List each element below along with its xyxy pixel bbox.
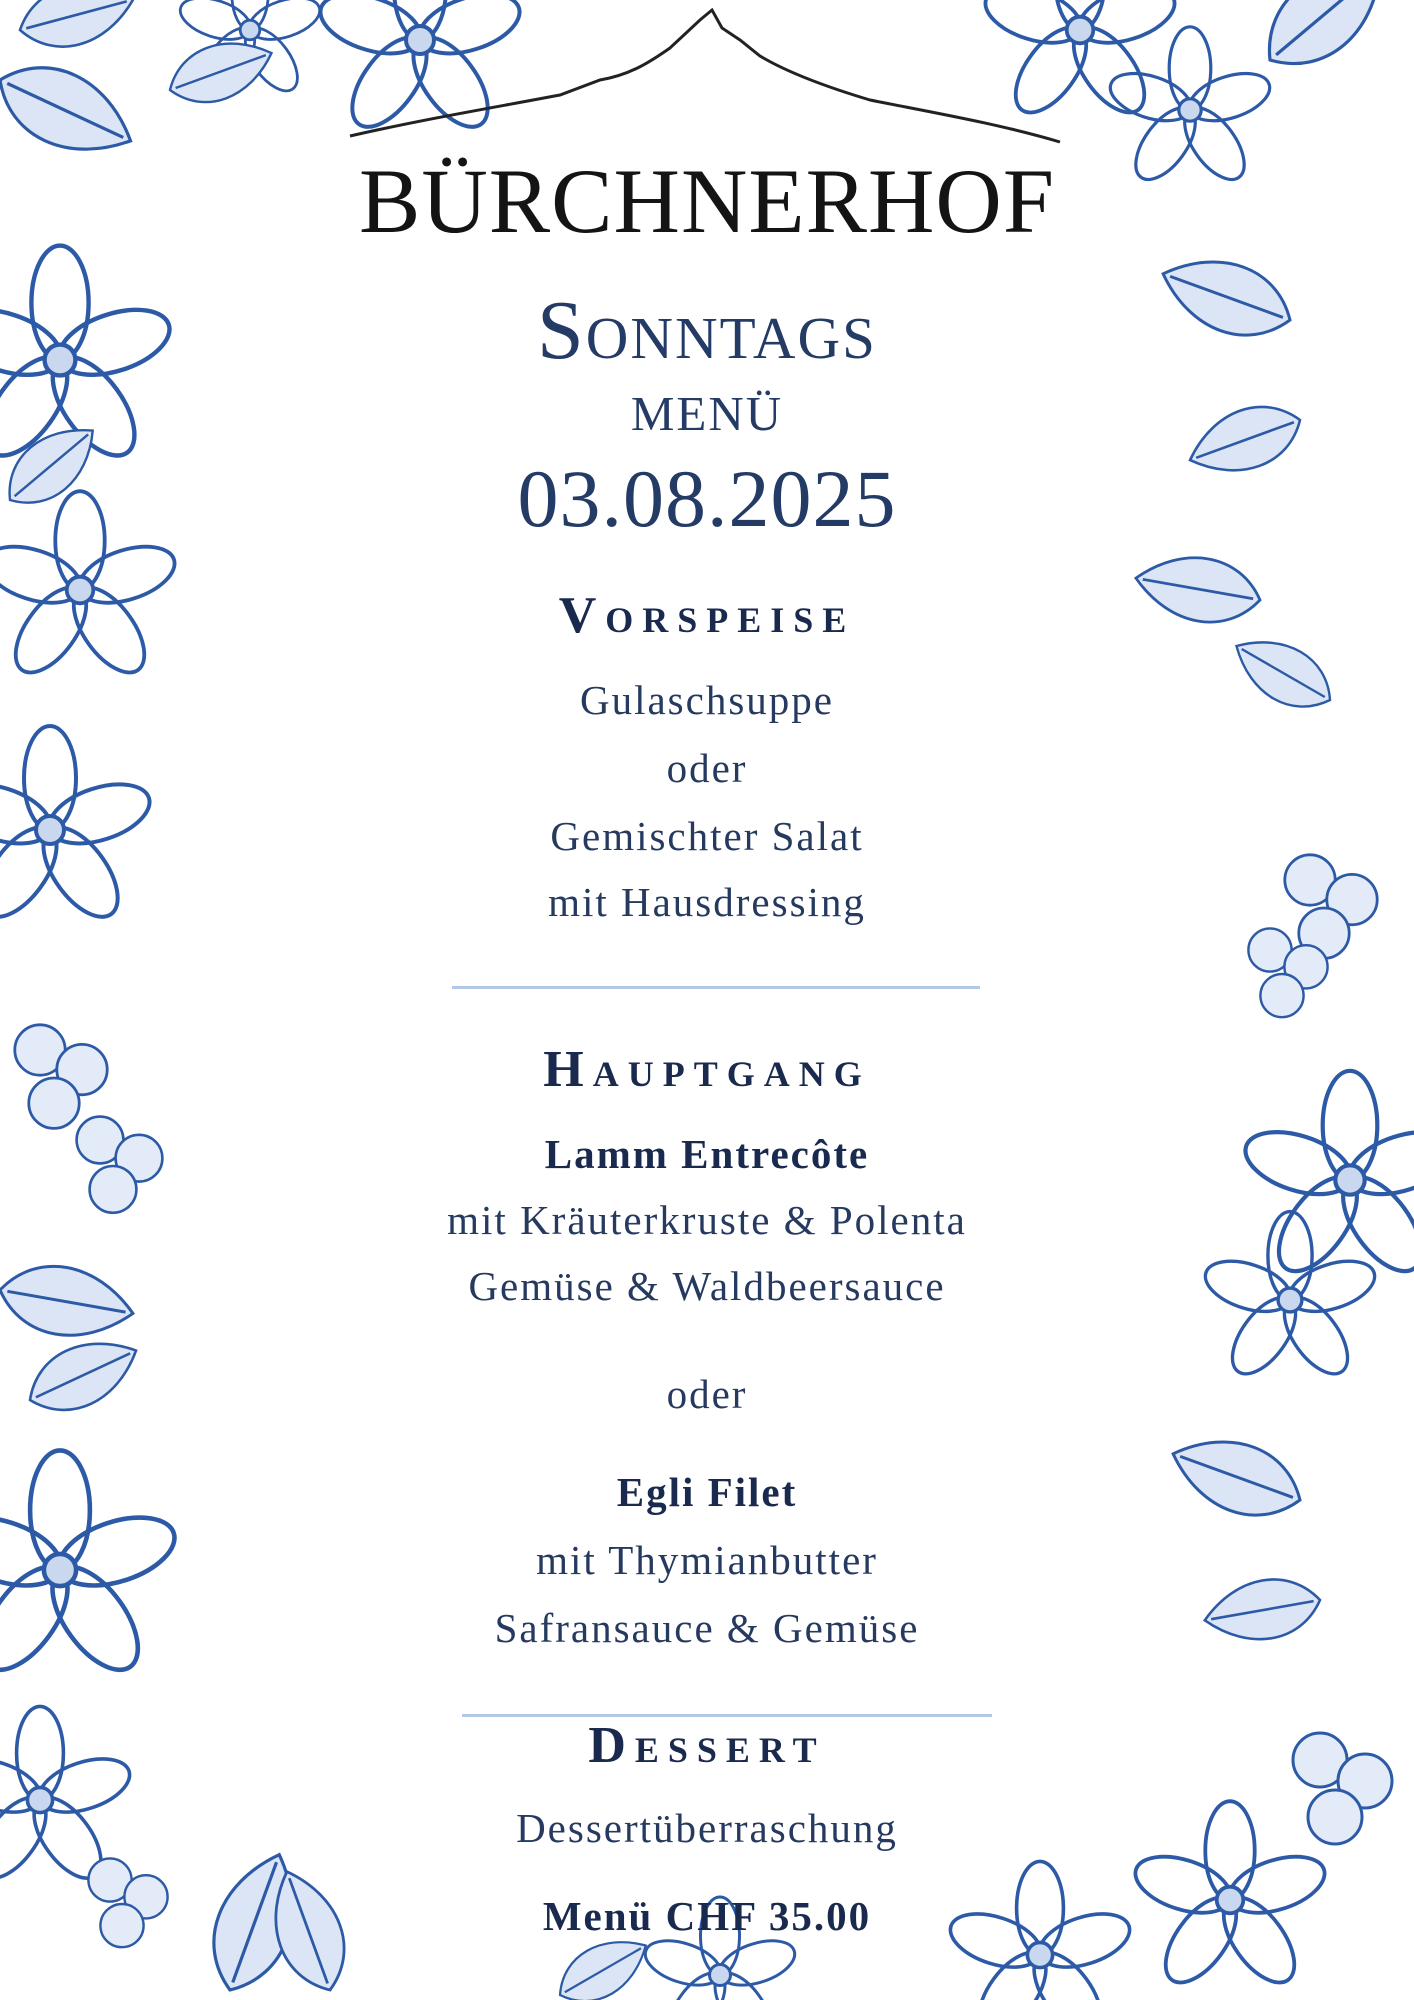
dish2-name: Egli Filet — [616, 1469, 798, 1515]
vorspeise-line-1: Gulaschsuppe — [579, 677, 834, 723]
dish1-name: Lamm Entrecôte — [544, 1131, 870, 1177]
vorspeise-line-3: Gemischter Salat — [550, 813, 864, 859]
section-heading-vorspeise: Vorspeise — [558, 587, 856, 644]
vorspeise-line-2: oder — [666, 745, 748, 791]
dish2-line2: Safransauce & Gemüse — [494, 1605, 920, 1651]
menu-date: 03.08.2025 — [517, 453, 897, 544]
menu-title-line1: Sonntags — [537, 284, 877, 377]
section-heading-dessert: Dessert — [588, 1717, 826, 1774]
divider — [452, 986, 980, 989]
dish1-line2: Gemüse & Waldbeersauce — [468, 1263, 946, 1309]
dessert-item: Dessertüberraschung — [516, 1805, 898, 1851]
brand-logo-text: BÜRCHNERHOF — [358, 150, 1055, 252]
vorspeise-line-4: mit Hausdressing — [548, 879, 866, 925]
menu-title-line2: menü — [630, 369, 784, 446]
section-heading-hauptgang: Hauptgang — [543, 1041, 871, 1098]
hauptgang-separator: oder — [666, 1371, 748, 1417]
menu-price: Menü CHF 35.00 — [542, 1893, 872, 1939]
dish2-line1: mit Thymianbutter — [536, 1537, 878, 1583]
dish1-line1: mit Kräuterkruste & Polenta — [447, 1197, 967, 1243]
